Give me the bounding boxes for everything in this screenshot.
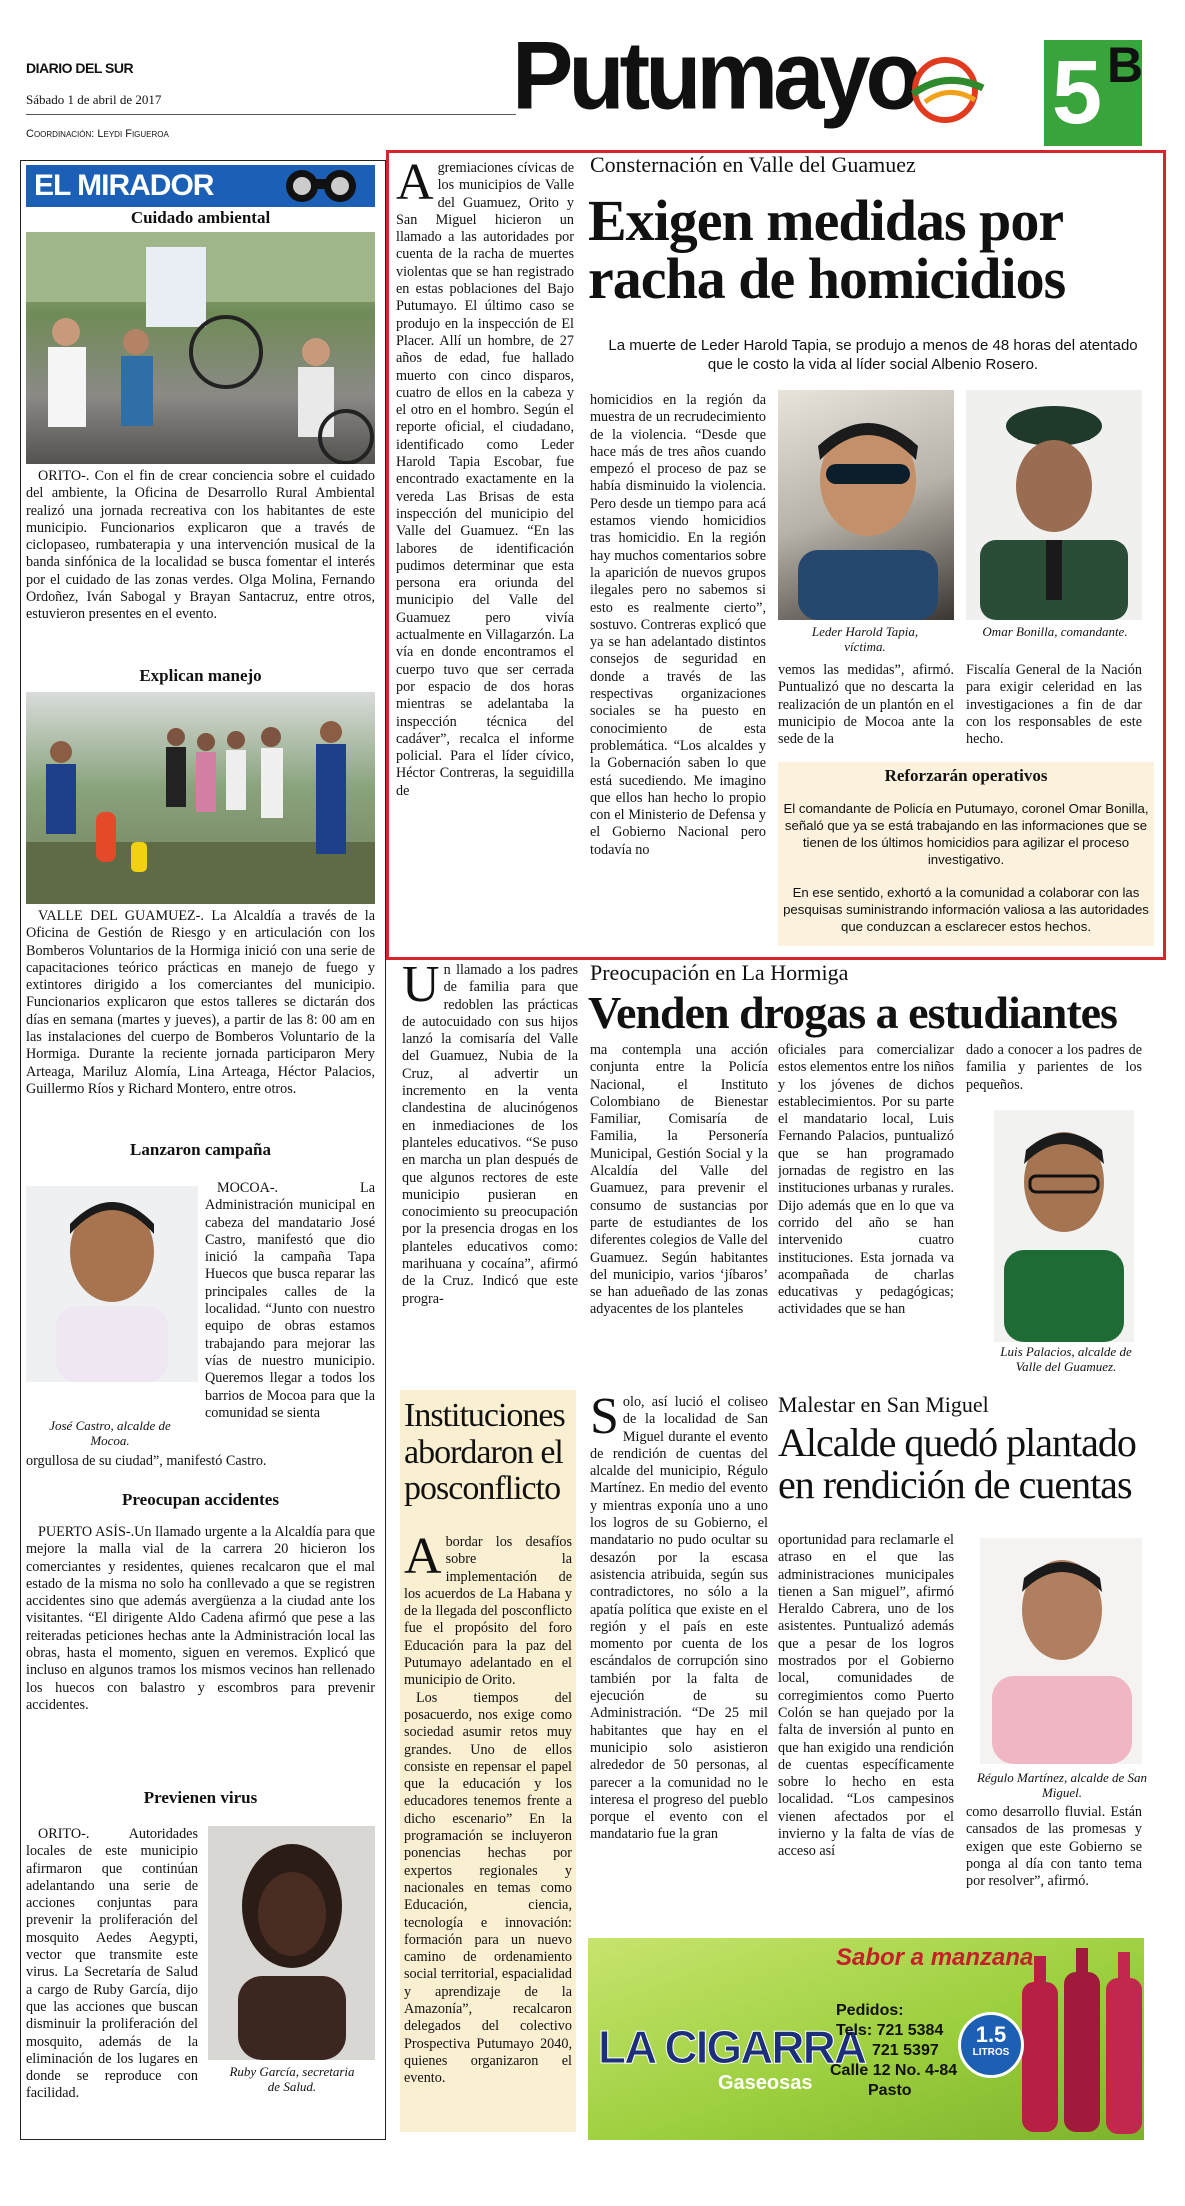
ad-slogan: Sabor a manzana [836,1944,1034,1971]
drugs-col4: dado a conocer a los padres de familia y parientes de los pequeños. [966,1042,1142,1093]
ad-address: Calle 12 No. 4-84 [830,2062,958,2079]
postconflict-headline: Instituciones abordaron el posconflicto [404,1397,565,1508]
binoculars-icon [276,167,366,210]
ruby-garcia-caption: Ruby García, secretaria de Salud. [229,2064,355,2094]
cigarra-ad[interactable] [588,1938,1144,2140]
mirador-banner [26,165,375,207]
coordination: Coordinación: Leydi Figueroa [26,128,169,140]
page-section-letter: B [1107,37,1144,93]
mirador-s3-body-a: MOCOA-. La Administración municipal en cabeza del mandatario José Castro, manifestó que dio inició la campaña Tapa Huecos que busca reparar las principales calles de la localidad. “Junto con nuestro equipo de obras estamos trabajando para mejorar las vías de nuestro municipio. Queremos llegar a todos los barrios de Mocoa para que la comunidad se sienta [205,1180,375,1421]
mirador-s2-title: Explican manejo [139,666,262,685]
mirador-s4-title: Preocupan accidentes [122,1490,279,1509]
mirador-s3-body-b: orgullosa de su ciudad”, manifestó Castro. [26,1453,267,1469]
ad-orders: Pedidos: [836,2002,904,2019]
drugs-col2: ma contempla una acción conjunta entre la Policía Nacional, el Instituto Colombiano de Bienestar Familiar, Comisaría de Familia, la Personería Municipal, Gestión Social y la Alcaldía del Valle del Guamuez, para prevenir el consumo de sustancias por parte de estudiantes de los diferentes colegios de Valle del Guamuez. Según habitantes del municipio, varios ‘jíbaros’ se han adueñado de las zonas adyacentes de los planteles [590,1042,768,1318]
regulo-martinez-photo [980,1538,1142,1764]
lead-subhead: La muerte de Leder Harold Tapia, se produjo a menos de 48 horas del atentado que le costo la vida al líder social Albenio Rosero. [608,337,1138,373]
mirador-s3-title: Lanzaron campaña [130,1140,271,1159]
leder-tapia-caption: Leder Harold Tapia, víctima. [811,624,919,654]
masthead-rule [26,114,516,115]
drugs-col3: oficiales para comercializar estos elementos entre los niños y los jóvenes de dichos establecimientos. Por su parte el mandatario local, Luis Fernando Palacios, puntualizó que se han programado jornadas de registro en las instituciones urbanas y rurales. Dijo además que en lo que va corrido del año se han intervenido cuatro instituciones. Esta jornada va acompañada de charlas educativas y pedagógicas; actividades que se han [778,1042,954,1318]
bottle-icons [1018,1942,1144,2140]
volume-badge [958,2012,1024,2078]
issue-date: Sábado 1 de abril de 2017 [26,92,162,107]
section-title: Putumayo [512,22,917,130]
mirador-s5-body: ORITO-. Autoridades locales de este municipio afirmaron que continúan adelantando una serie de acciones conjuntas para prevenir la proliferación del mosquito Aedes Aegypti, vector que transmite este virus. La Secretaría de Salud a cargo de Ruby García, dijo que las acciones que buscan disminuir la proliferación del mosquito, además de la eliminación de los lugares en donde se reproduce con facilidad. [26,1826,198,2102]
lead-headline: Exigen medidas por racha de homicidios [588,188,1066,311]
bikeride-photo [26,232,375,464]
drugs-dropcap: U [402,962,440,1013]
jose-castro-caption: José Castro, alcalde de Mocoa. [49,1418,171,1448]
jose-castro-photo [26,1186,198,1382]
mirador-banner-text: EL MIRADOR [34,169,214,202]
lead-col4: Fiscalía General de la Nación para exigir celeridad en las investigaciones a fin de dar con los responsables de este hecho. [966,662,1142,748]
operativos-p1: El comandante de Policía en Putumayo, coronel Omar Bonilla, señaló que ya se está trabajando en las informaciones que se tienen de los últimos homicidios para agilizar el proceso investigativo. [783,801,1149,867]
regulo-martinez-caption: Régulo Martínez, alcalde de San Miguel. [976,1770,1148,1800]
omar-bonilla-caption: Omar Bonilla, comandante. [982,624,1128,639]
sanmiguel-kicker: Malestar en San Miguel [778,1392,989,1417]
ad-volume: 1.5 [975,2022,1007,2047]
firefighters-photo [26,692,375,904]
page-number-badge [1044,37,1144,146]
drugs-headline: Venden drogas a estudiantes [588,987,1117,1038]
ad-brand: LA CIGARRA [598,2021,866,2073]
sanmiguel-col3: como desarrollo fluvial. Están cansados de las promesas y exigen que este Gobierno se ponga al día con tanto tema por resolver”, afirmó. [966,1804,1142,1890]
sanmiguel-dropcap: S [590,1394,619,1445]
bird-logo [905,50,985,130]
page-number: 5 [1052,43,1103,143]
mirador-s1-title: Cuidado ambiental [130,208,271,227]
sanmiguel-col2: oportunidad para reclamarle el atraso en el que las administraciones municipales tienen a San miguel”, afirmó Heraldo Cabrera, uno de los asistentes. Puntualizó además que a pesar de los logros mostrados por el Gobierno local, comunidades de corregimientos como Puerto Colón se han quejado por la falta de inversión al punto en que han exigido una rendición de cuentas específicamente sobre lo hecho en esta localidad. “Los campesinos vienen afectados por el invierno y la falta de vías de acceso así [778,1532,954,1860]
mirador-s1-body: ORITO-. Con el fin de crear conciencia sobre el cuidado del ambiente, la Oficina de Desarrollo Rural Ambiental realizó una jornada recreativa con los habitantes de este municipio. Funcionarios explicaron que a través de ciclopaseo, rumbaterapia y una intervención musical de la banda sinfónica de la localidad se busca fomentar el interés por el cuidado de las zonas verdes. Olga Molina, Fernando Ordoñez, Iván Sabogal y Brayan Santacruz, entre otros, estuvieron presentes en el evento. [26,468,375,623]
drugs-kicker: Preocupación en La Hormiga [590,960,849,985]
ad-city: Pasto [868,2082,912,2099]
lead-col3: vemos las medidas”, afirmó. Puntualizó que no descarta la realización de un plantón en el municipio de Mocoa ante la sede de la [778,662,954,748]
operativos-p2: En ese sentido, exhortó a la comunidad a colaborar con las pesquisas suministrando información valiosa a las autoridades que conduzcan a esclarecer estos hechos. [783,885,1149,934]
luis-palacios-photo [994,1110,1134,1342]
paper-name: DIARIO DEL SUR [26,60,134,76]
ruby-garcia-photo [208,1826,375,2060]
operativos-title: Reforzarán operativos [884,766,1048,785]
mirador-s2-body: VALLE DEL GUAMUEZ-. La Alcaldía a través de la Oficina de Gestión de Riesgo y en articulación con los Bomberos Voluntarios de la Hormiga inició con una serie de capacitaciones teórico prácticas en manejo de fuego y extintores dirigido a los comerciantes del municipio. Funcionarios explicaron que estos talleres se dictarán dos días en semana (martes y jueves), a partir de las 8: 00 am en las instalaciones del cuerpo de Bomberos Voluntario de la Hormiga. Durante la reciente jornada participaron Mery Arteaga, Mariluz Alomía, Lina Arteaga, Héctor Palacios, Guillermo Ríos y Richard Montero, entre otros. [26,908,375,1097]
drugs-col1: Un llamado a los padres de familia para que redoblen las prácticas de autocuidado con sus hijos lanzó la comisaría del Valle del Guamuez, Nubia de la Cruz, al advertir un incremento en la venta clandestina de alucinógenos en inmediaciones de los planteles educativos. “Se puso en marcha un plan después de que algunos rectores de este municipio pusieran en conocimiento su preocupación por la presencia drogas en los planteles educativos como: marihuana y cocaína”, afirmó de la Cruz. Indicó que este progra- [402,962,578,1307]
lead-col1: Agremiaciones cívicas de los municipios de Valle del Guamuez, Orito y San Miguel hicieron un llamado a las autoridades por cuenta de la racha de muertes violentas que se han registrado en estas poblaciones del Bajo Putumayo. El último caso se produjo en la inspección de El Placer. Allí un hombre, de 27 años de edad, fue hallado muerto con cinco disparos, cuatro de ellos en la cabeza y el otro en el hombro. Según el reporte oficial, el ciudadano, identificado como Leder Harold Tapia Escobar, fue encontrado exactamente en la vereda Las Brisas de esta inspección del municipio del Valle del Guamuez. “En las labores de identificación pudimos determinar que esta persona era oriunda del municipio del Valle del Guamuez pero vivía actualmente en Villagarzón. La vía en donde encontramos el cuerpo tuvo que ser cerrada por espacio de dos horas mientras se adelantaba la inspección técnica del cadáver”, recalca el informe policial. Para el líder cívico, Héctor Contreras, la seguidilla de [396,160,574,799]
lead-dropcap: A [396,160,434,211]
lead-col2: homicidios en la región da muestra de un recrudecimiento de la violencia. “Desde que hace más de tres años cuando empezó el proceso de paz se había disminuido la violencia. Pero desde un tiempo para acá estamos viendo homicidios tras homicidio. En la región hay muchos comentarios sobre la aparición de nuevos grupos ilegales pero no sabemos si esto es realmente cierto”, sostuvo. Contreras explicó que ya se han adelantado distintos consejos de seguridad en donde a través de las respectivas organizaciones sociales se ha puesto en conocimiento de esta problemática. “Los alcaldes y la Gobernación saben lo que está sucediendo. Me imagino que ellos han hecho lo propio con el Ministerio de Defensa y el Gobierno Nacional pero todavía no [590,392,766,858]
mirador-s5-title: Previenen virus [143,1788,258,1807]
postconflict-body: Abordar los desafíos sobre la implementación de los acuerdos de La Habana y de la llegada del posconflicto fue el propósito del foro Educación para la paz del Putumayo adelantado en el municipio de Orito. Los tiempos del posacuerdo, nos exige como sociedad asumir retos muy grandes. Uno de ellos consiste en repensar el papel que la educación y los educadores tenemos frente a dicho escenario” En la programación se incluyeron ponencias hechas por expertos regionales y nacionales en temas como Educación, ciencia, tecnología e innovación: formación para un nuevo camino de ordenamiento social territorial, espacialidad y aprendizaje de la Amazonía”, recalcaron delegados del colectivo Prospectiva Putumayo 2040, quienes organizaron el evento. [404,1534,572,2087]
sanmiguel-col1: Solo, así lució el coliseo de la localidad de San Miguel durante el evento de rendición de cuentas del alcalde del municipio, Régulo Martínez. En medio del evento y mientras exponía uno a uno los logros de su Gobierno, el mandatario no pudo ocultar su desazón por la escasa asistencia atribuida, según sus contradictores, no sólo a la apatía política que existe en el región y el país en este momento por cuenta de los escándalos de corrupción sino también por la falta de ejecución de su Administración. “De 25 mil habitantes que hay en el municipio solo asistieron alrededor de 50 personas, al parecer a la comunidad no le interesa el progreso del pueblo porque el evento con el mandatario fue la gran [590,1394,768,1843]
sanmiguel-headline: Alcalde quedó plantado en rendición de cuentas [778,1420,1136,1507]
ad-volume-unit: LITROS [972,2047,1010,2058]
ad-brand-sub: Gaseosas [718,2072,813,2094]
ad-tel1[interactable]: Tels: 721 5384 [836,2022,944,2039]
omar-bonilla-photo [966,390,1142,620]
leder-tapia-photo [778,390,954,620]
lead-kicker: Consternación en Valle del Guamuez [590,152,916,177]
mirador-s4-body: PUERTO ASÍS-.Un llamado urgente a la Alcaldía para que mejore la malla vial de la carrera 20 hicieron los comerciantes y residentes, quienes recalcaron que el mal estado de la misma no solo ha conllevado a que se registren accidentes sino que además avergüenza a la ciudad ante los visitantes. “El dirigente Aldo Cadena afirmó que pese a las reiteradas peticiones hechas ante la Administración local las obras, hasta el momento, siguen en veremos. Explicó que incluso en algunos tramos los mismos vecinos han rellenado los huecos con balastro y escombros para prevenir accidentes. [26,1524,375,1713]
postconflict-dropcap: A [404,1534,442,1585]
luis-palacios-caption: Luis Palacios, alcalde de Valle del Guamuez. [1000,1344,1132,1374]
ad-tel2[interactable]: 721 5397 [872,2042,939,2059]
